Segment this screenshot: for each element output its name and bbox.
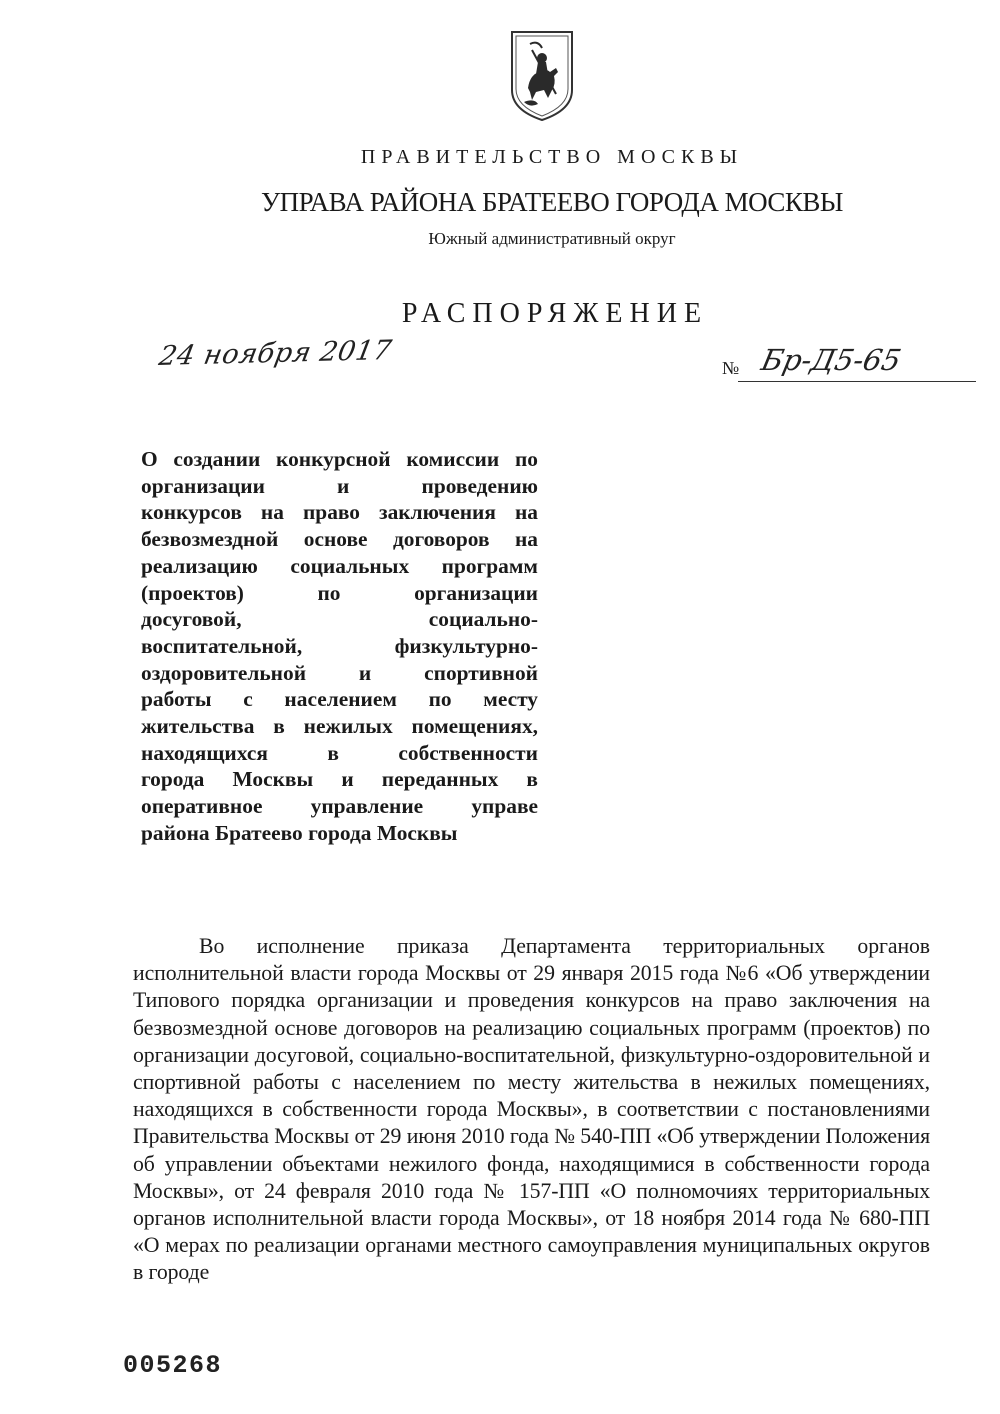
subject-line: жительства в нежилых помещениях, [141,714,538,739]
body-paragraph: Во исполнение приказа Департамента территориальных органов исполнительной власти города Москвы от 29 января 2015 года №6 «Об утверждении Типового порядка организации и проведения конкурсов на право заключения на безвозмездной основе договоров на реализацию социальных программ (проектов) по организации досуговой, социально-воспитательной, физкультурно-оздоровительной и спортивной работы с населением по месту жительства в нежилых помещениях, находящихся в собственности города Москвы», в соответствии с постановлениями Правительства Москвы от 29 июня 2010 года № 540-ПП «Об утверждении Положения об управлении объектами нежилого фонда, находящимися в собственности города Москвы», от 24 февраля 2010 года № 157-ПП «О полномочиях территориальных органов исполнительной власти города Москвы», от 18 ноября 2014 года № 680-ПП «О мерах по реализации органами местного самоуправления муниципальных округов в городе [133,934,930,1285]
handwritten-date: 24 ноября 2017 [156,334,395,373]
subject-line: оперативное управление управе [141,794,538,819]
subject-line: работы с населением по месту [141,687,538,712]
subject-line: (проектов) по организации [141,580,538,605]
government-title: ПРАВИТЕЛЬСТВО МОСКВЫ [360,146,744,168]
subject-line: безвозмездной основе договоров на [141,527,538,552]
subject-line: организации и проведению [141,473,538,498]
subject-line: оздоровительной и спортивной [141,660,538,685]
subject-line: воспитательной, физкультурно- [141,633,538,658]
subject-line: находящихся в собственности [141,740,538,765]
number-sign: № [722,358,740,378]
subject-line: досуговой, социально- [141,607,538,632]
subject-line: реализацию социальных программ [141,553,538,578]
subject-line: района Братеево города Москвы [141,820,458,845]
subject-line: города Москвы и переданных в [141,767,538,792]
subject-line: О создании конкурсной комиссии по [141,447,538,471]
document-subject [141,446,538,847]
subject-line: конкурсов на право заключения на [141,500,538,525]
uprava-title: УПРАВА РАЙОНА БРАТЕЕВО ГОРОДА МОСКВЫ [261,187,843,217]
moscow-coat-of-arms-icon [508,28,576,124]
document-type-heading: РАСПОРЯЖЕНИЕ [401,298,709,329]
number-underline [738,381,976,382]
okrug-subtitle: Южный административный округ [428,229,676,248]
registration-number-stamp: 005268 [123,1351,223,1380]
handwritten-document-number: Бр-Д5-65 [758,343,905,377]
